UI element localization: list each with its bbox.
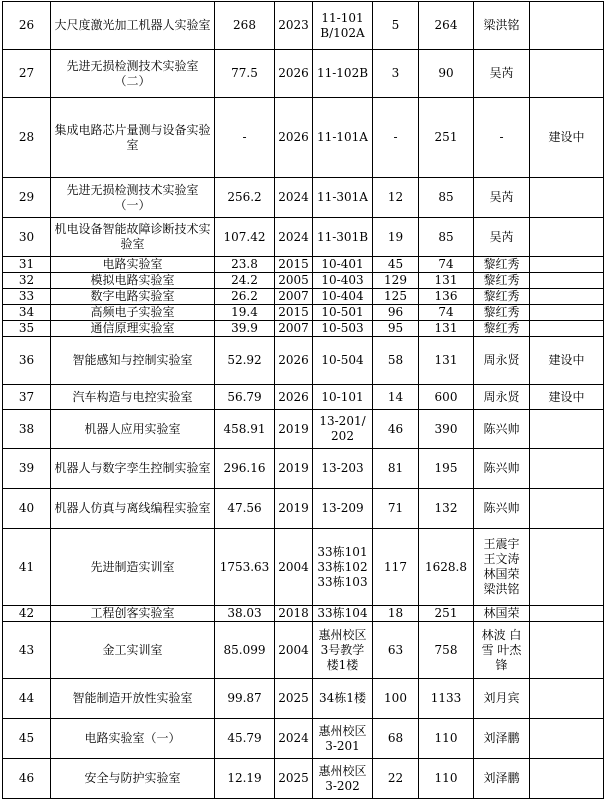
equipment-value: 1133 bbox=[419, 679, 474, 719]
table-row bbox=[3, 218, 604, 257]
room-location: 10-101 bbox=[313, 385, 373, 410]
lab-area: - bbox=[215, 98, 275, 178]
lab-note bbox=[530, 178, 604, 218]
build-year: 2024 bbox=[275, 218, 313, 257]
lab-name: 智能感知与控制实验室 bbox=[51, 337, 215, 385]
lab-manager: 梁洪铭 bbox=[474, 2, 530, 50]
table-row bbox=[3, 385, 604, 410]
lab-manager: 吴芮 bbox=[474, 50, 530, 98]
table-row bbox=[3, 719, 604, 759]
equipment-sets: - bbox=[373, 98, 419, 178]
lab-manager: 陈兴帅 bbox=[474, 410, 530, 449]
equipment-sets: 95 bbox=[373, 321, 419, 337]
lab-name: 集成电路芯片量测与设备实验室 bbox=[51, 98, 215, 178]
lab-note bbox=[530, 321, 604, 337]
row-number: 42 bbox=[3, 606, 51, 622]
table-row bbox=[3, 489, 604, 529]
table-row bbox=[3, 410, 604, 449]
lab-area: 458.91 bbox=[215, 410, 275, 449]
lab-area: 47.56 bbox=[215, 489, 275, 529]
equipment-value: 90 bbox=[419, 50, 474, 98]
room-location: 10-501 bbox=[313, 305, 373, 321]
table-row bbox=[3, 529, 604, 606]
lab-manager: 林国荣 bbox=[474, 606, 530, 622]
equipment-sets: 71 bbox=[373, 489, 419, 529]
equipment-value: 1628.8 bbox=[419, 529, 474, 606]
equipment-value: 131 bbox=[419, 273, 474, 289]
equipment-value: 131 bbox=[419, 321, 474, 337]
build-year: 2019 bbox=[275, 449, 313, 489]
lab-name: 先进制造实训室 bbox=[51, 529, 215, 606]
lab-manager: 刘泽鹏 bbox=[474, 719, 530, 759]
room-location: 惠州校区3-202 bbox=[313, 759, 373, 799]
lab-manager: 吴芮 bbox=[474, 178, 530, 218]
row-number: 26 bbox=[3, 2, 51, 50]
room-location: 11-102B bbox=[313, 50, 373, 98]
lab-note bbox=[530, 759, 604, 799]
build-year: 2019 bbox=[275, 410, 313, 449]
lab-note bbox=[530, 489, 604, 529]
lab-manager: 周永贤 bbox=[474, 385, 530, 410]
lab-area: 26.2 bbox=[215, 289, 275, 305]
lab-area: 1753.63 bbox=[215, 529, 275, 606]
build-year: 2018 bbox=[275, 606, 313, 622]
build-year: 2023 bbox=[275, 2, 313, 50]
lab-note bbox=[530, 257, 604, 273]
lab-note bbox=[530, 529, 604, 606]
lab-note bbox=[530, 50, 604, 98]
row-number: 34 bbox=[3, 305, 51, 321]
room-location: 10-401 bbox=[313, 257, 373, 273]
lab-area: 268 bbox=[215, 2, 275, 50]
equipment-sets: 19 bbox=[373, 218, 419, 257]
lab-name: 模拟电路实验室 bbox=[51, 273, 215, 289]
build-year: 2004 bbox=[275, 529, 313, 606]
equipment-sets: 18 bbox=[373, 606, 419, 622]
equipment-sets: 45 bbox=[373, 257, 419, 273]
room-location: 10-403 bbox=[313, 273, 373, 289]
equipment-sets: 117 bbox=[373, 529, 419, 606]
room-location: 13-209 bbox=[313, 489, 373, 529]
lab-note bbox=[530, 410, 604, 449]
lab-table bbox=[2, 1, 604, 799]
equipment-sets: 81 bbox=[373, 449, 419, 489]
row-number: 32 bbox=[3, 273, 51, 289]
lab-manager: 刘月宾 bbox=[474, 679, 530, 719]
lab-area: 56.79 bbox=[215, 385, 275, 410]
lab-name: 电路实验室 bbox=[51, 257, 215, 273]
room-location: 10-504 bbox=[313, 337, 373, 385]
equipment-sets: 100 bbox=[373, 679, 419, 719]
lab-manager: - bbox=[474, 98, 530, 178]
equipment-value: 195 bbox=[419, 449, 474, 489]
lab-note bbox=[530, 305, 604, 321]
row-number: 44 bbox=[3, 679, 51, 719]
row-number: 35 bbox=[3, 321, 51, 337]
lab-manager: 王震宇 王文涛 林国荣 梁洪铭 bbox=[474, 529, 530, 606]
lab-area: 39.9 bbox=[215, 321, 275, 337]
table-row bbox=[3, 2, 604, 50]
lab-manager: 黎红秀 bbox=[474, 289, 530, 305]
table-row bbox=[3, 50, 604, 98]
room-location: 惠州校区3-201 bbox=[313, 719, 373, 759]
equipment-sets: 63 bbox=[373, 622, 419, 679]
row-number: 29 bbox=[3, 178, 51, 218]
equipment-sets: 125 bbox=[373, 289, 419, 305]
row-number: 45 bbox=[3, 719, 51, 759]
lab-note bbox=[530, 2, 604, 50]
table-row bbox=[3, 305, 604, 321]
lab-name: 工程创客实验室 bbox=[51, 606, 215, 622]
build-year: 2026 bbox=[275, 337, 313, 385]
row-number: 41 bbox=[3, 529, 51, 606]
lab-name: 电路实验室（一） bbox=[51, 719, 215, 759]
lab-manager: 黎红秀 bbox=[474, 305, 530, 321]
table-row bbox=[3, 257, 604, 273]
equipment-value: 131 bbox=[419, 337, 474, 385]
lab-name: 大尺度激光加工机器人实验室 bbox=[51, 2, 215, 50]
lab-note bbox=[530, 289, 604, 305]
table-row bbox=[3, 337, 604, 385]
row-number: 37 bbox=[3, 385, 51, 410]
lab-table-body bbox=[3, 2, 604, 799]
build-year: 2004 bbox=[275, 622, 313, 679]
equipment-sets: 22 bbox=[373, 759, 419, 799]
lab-name: 机电设备智能故障诊断技术实验室 bbox=[51, 218, 215, 257]
room-location: 11-301A bbox=[313, 178, 373, 218]
lab-manager: 陈兴帅 bbox=[474, 489, 530, 529]
room-location: 11-101A bbox=[313, 98, 373, 178]
lab-manager: 周永贤 bbox=[474, 337, 530, 385]
row-number: 38 bbox=[3, 410, 51, 449]
equipment-value: 390 bbox=[419, 410, 474, 449]
equipment-value: 85 bbox=[419, 178, 474, 218]
lab-note bbox=[530, 606, 604, 622]
room-location: 11-101B/102A bbox=[313, 2, 373, 50]
lab-note bbox=[530, 679, 604, 719]
room-location: 10-503 bbox=[313, 321, 373, 337]
lab-name: 高频电子实验室 bbox=[51, 305, 215, 321]
equipment-sets: 46 bbox=[373, 410, 419, 449]
equipment-value: 110 bbox=[419, 719, 474, 759]
build-year: 2025 bbox=[275, 679, 313, 719]
build-year: 2024 bbox=[275, 178, 313, 218]
lab-name: 先进无损检测技术实验室（一） bbox=[51, 178, 215, 218]
row-number: 40 bbox=[3, 489, 51, 529]
equipment-value: 758 bbox=[419, 622, 474, 679]
row-number: 27 bbox=[3, 50, 51, 98]
row-number: 43 bbox=[3, 622, 51, 679]
lab-name: 机器人与数字孪生控制实验室 bbox=[51, 449, 215, 489]
lab-manager: 黎红秀 bbox=[474, 273, 530, 289]
room-location: 33栋101 33栋102 33栋103 bbox=[313, 529, 373, 606]
table-row bbox=[3, 622, 604, 679]
equipment-sets: 96 bbox=[373, 305, 419, 321]
table-row bbox=[3, 178, 604, 218]
table-row bbox=[3, 289, 604, 305]
room-location: 33栋104 bbox=[313, 606, 373, 622]
equipment-value: 132 bbox=[419, 489, 474, 529]
equipment-sets: 12 bbox=[373, 178, 419, 218]
table-row bbox=[3, 98, 604, 178]
table-row bbox=[3, 321, 604, 337]
table-row bbox=[3, 606, 604, 622]
lab-area: 107.42 bbox=[215, 218, 275, 257]
build-year: 2007 bbox=[275, 289, 313, 305]
build-year: 2005 bbox=[275, 273, 313, 289]
lab-manager: 黎红秀 bbox=[474, 321, 530, 337]
lab-note: 建设中 bbox=[530, 337, 604, 385]
lab-area: 12.19 bbox=[215, 759, 275, 799]
lab-name: 先进无损检测技术实验室（二） bbox=[51, 50, 215, 98]
row-number: 36 bbox=[3, 337, 51, 385]
lab-area: 296.16 bbox=[215, 449, 275, 489]
lab-name: 汽车构造与电控实验室 bbox=[51, 385, 215, 410]
lab-manager: 陈兴帅 bbox=[474, 449, 530, 489]
equipment-value: 74 bbox=[419, 305, 474, 321]
lab-note bbox=[530, 622, 604, 679]
equipment-value: 264 bbox=[419, 2, 474, 50]
build-year: 2007 bbox=[275, 321, 313, 337]
lab-area: 99.87 bbox=[215, 679, 275, 719]
lab-name: 金工实训室 bbox=[51, 622, 215, 679]
equipment-sets: 68 bbox=[373, 719, 419, 759]
table-row bbox=[3, 759, 604, 799]
lab-manager: 吴芮 bbox=[474, 218, 530, 257]
row-number: 31 bbox=[3, 257, 51, 273]
room-location: 10-404 bbox=[313, 289, 373, 305]
table-row bbox=[3, 679, 604, 719]
lab-area: 23.8 bbox=[215, 257, 275, 273]
equipment-value: 74 bbox=[419, 257, 474, 273]
lab-area: 38.03 bbox=[215, 606, 275, 622]
lab-manager: 黎红秀 bbox=[474, 257, 530, 273]
equipment-sets: 5 bbox=[373, 2, 419, 50]
lab-note bbox=[530, 218, 604, 257]
equipment-value: 136 bbox=[419, 289, 474, 305]
equipment-value: 85 bbox=[419, 218, 474, 257]
build-year: 2026 bbox=[275, 98, 313, 178]
lab-area: 52.92 bbox=[215, 337, 275, 385]
equipment-sets: 14 bbox=[373, 385, 419, 410]
equipment-value: 251 bbox=[419, 606, 474, 622]
lab-manager: 刘泽鹏 bbox=[474, 759, 530, 799]
equipment-sets: 58 bbox=[373, 337, 419, 385]
room-location: 34栋1楼 bbox=[313, 679, 373, 719]
lab-name: 数字电路实验室 bbox=[51, 289, 215, 305]
room-location: 惠州校区3号教学楼1楼 bbox=[313, 622, 373, 679]
equipment-value: 251 bbox=[419, 98, 474, 178]
room-location: 13-203 bbox=[313, 449, 373, 489]
table-row bbox=[3, 449, 604, 489]
build-year: 2025 bbox=[275, 759, 313, 799]
lab-area: 24.2 bbox=[215, 273, 275, 289]
row-number: 39 bbox=[3, 449, 51, 489]
build-year: 2015 bbox=[275, 257, 313, 273]
row-number: 30 bbox=[3, 218, 51, 257]
lab-name: 智能制造开放性实验室 bbox=[51, 679, 215, 719]
lab-area: 256.2 bbox=[215, 178, 275, 218]
lab-area: 77.5 bbox=[215, 50, 275, 98]
build-year: 2026 bbox=[275, 50, 313, 98]
lab-note: 建设中 bbox=[530, 98, 604, 178]
equipment-value: 110 bbox=[419, 759, 474, 799]
equipment-value: 600 bbox=[419, 385, 474, 410]
lab-note bbox=[530, 449, 604, 489]
build-year: 2026 bbox=[275, 385, 313, 410]
build-year: 2024 bbox=[275, 719, 313, 759]
lab-area: 45.79 bbox=[215, 719, 275, 759]
row-number: 28 bbox=[3, 98, 51, 178]
lab-note bbox=[530, 719, 604, 759]
lab-manager: 林波 白雪 叶杰锋 bbox=[474, 622, 530, 679]
lab-name: 机器人应用实验室 bbox=[51, 410, 215, 449]
lab-area: 85.099 bbox=[215, 622, 275, 679]
room-location: 13-201/202 bbox=[313, 410, 373, 449]
row-number: 33 bbox=[3, 289, 51, 305]
lab-name: 机器人仿真与离线编程实验室 bbox=[51, 489, 215, 529]
build-year: 2015 bbox=[275, 305, 313, 321]
table-row bbox=[3, 273, 604, 289]
build-year: 2019 bbox=[275, 489, 313, 529]
lab-name: 通信原理实验室 bbox=[51, 321, 215, 337]
lab-note bbox=[530, 273, 604, 289]
row-number: 46 bbox=[3, 759, 51, 799]
lab-note: 建设中 bbox=[530, 385, 604, 410]
room-location: 11-301B bbox=[313, 218, 373, 257]
lab-area: 19.4 bbox=[215, 305, 275, 321]
equipment-sets: 129 bbox=[373, 273, 419, 289]
lab-name: 安全与防护实验室 bbox=[51, 759, 215, 799]
equipment-sets: 3 bbox=[373, 50, 419, 98]
